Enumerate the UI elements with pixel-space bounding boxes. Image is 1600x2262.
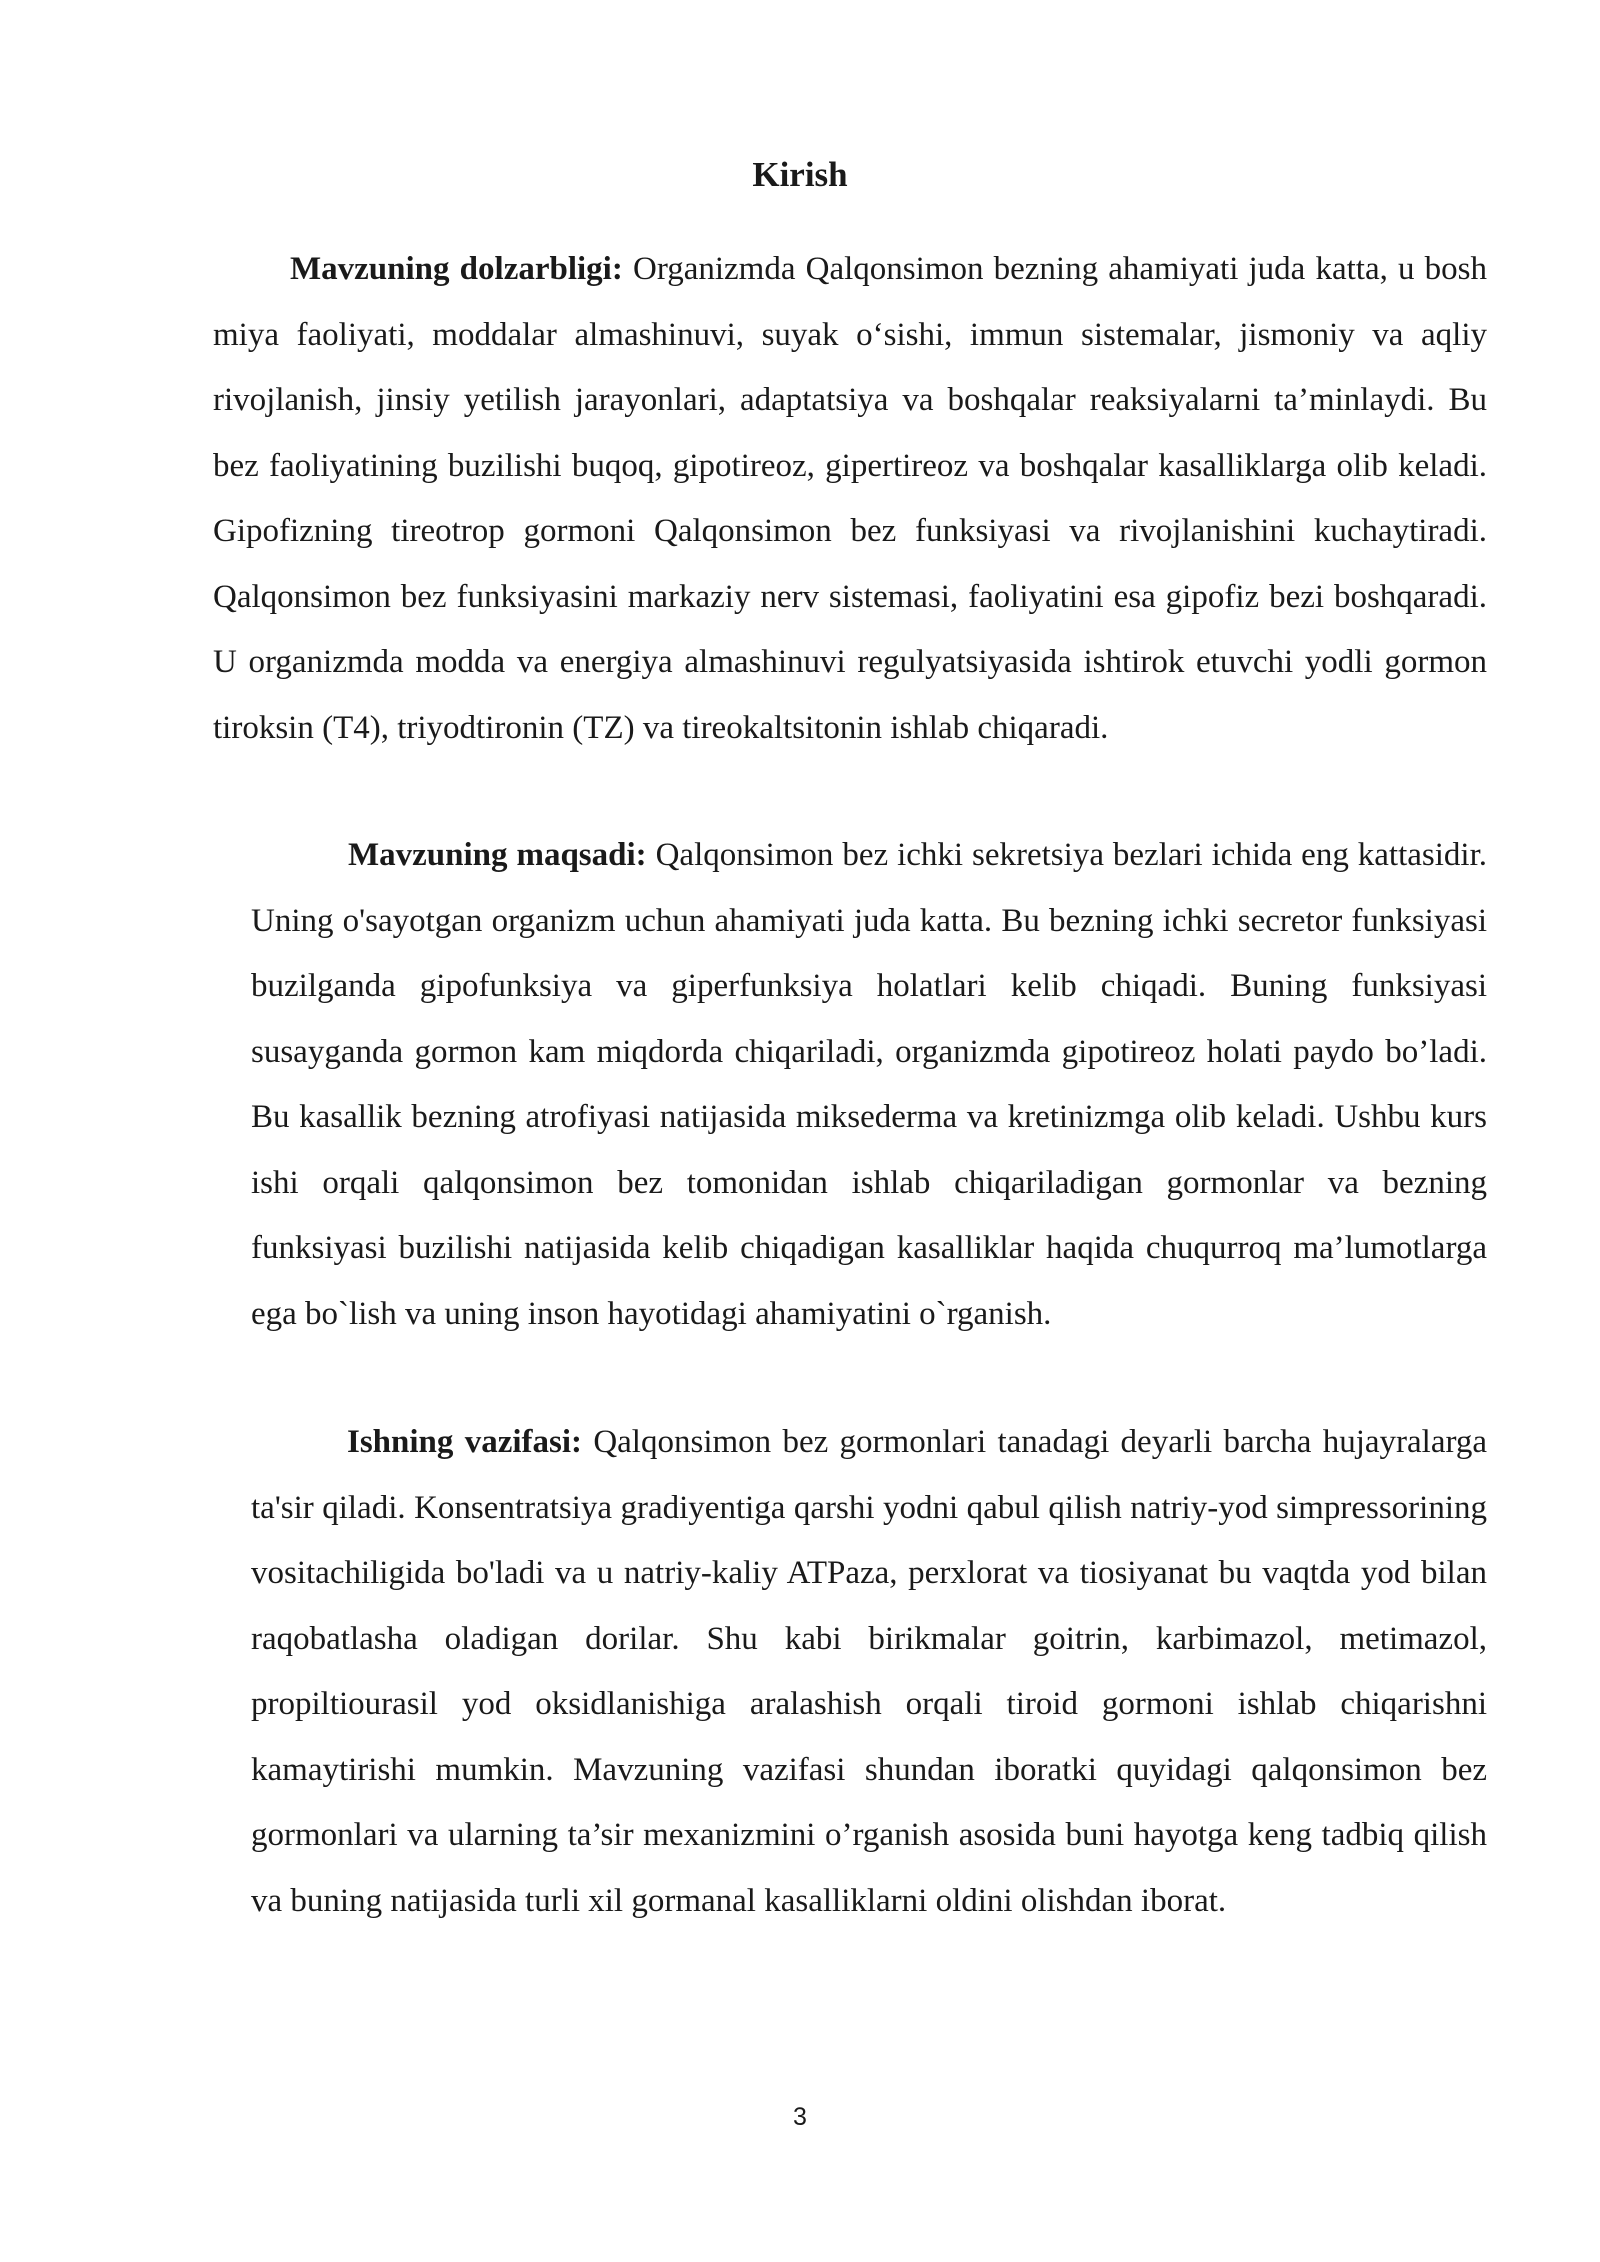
paragraph-lead-task: Ishning vazifasi: bbox=[347, 1424, 583, 1460]
paragraph-text-purpose: Qalqonsimon bez ichki sekretsiya bezlari ichida eng kattasidir. Uning o'sayotgan organizm uchun ahamiyati juda katta. Bu bezning ichki secretor funksiyasi buzilganda gipofunksiya va giperfunksiya holatlari kelib chiqadi. Buning funksiyasi susayganda gormon kam miqdorda chiqariladi, organizmda gipotireoz holati paydo bo’ladi. Bu kasallik bezning atrofiyasi natijasida miksederma va kretinizmga olib keladi. Ushbu kurs ishi orqali qalqonsimon bez tomonidan ishlab chiqariladigan gormonlar va bezning funksiyasi buzilishi natijasida kelib chiqadigan kasalliklar haqida chuqurroq ma’lumotlarga ega bo`lish va uning inson hayotidagi ahamiyatini o`rganish. bbox=[251, 837, 1487, 1332]
paragraph-lead-relevance: Mavzuning dolzarbligi: bbox=[290, 251, 623, 287]
paragraph-task bbox=[251, 1410, 1487, 1934]
page-number: 3 bbox=[793, 2103, 807, 2131]
paragraph-lead-purpose: Mavzuning maqsadi: bbox=[348, 837, 647, 873]
paragraph-relevance bbox=[213, 237, 1487, 761]
paragraph-text-relevance: Organizmda Qalqonsimon bezning ahamiyati juda katta, u bosh miya faoliyati, moddalar almashinuvi, suyak o‘sishi, immun sistemalar, jismoniy va aqliy rivojlanish, jinsiy yetilish jarayonlari, adaptatsiya va boshqalar reaksiyalarni ta’minlaydi. Bu bez faoliyatining buzilishi buqoq, gipotireoz, gipertireoz va boshqalar kasalliklarga olib keladi. Gipofizning tireotrop gormoni Qalqonsimon bez funksiyasi va rivojlanishini kuchaytiradi. Qalqonsimon bez funksiyasini markaziy nerv sistemasi, faoliyatini esa gipofiz bezi boshqaradi. U organizmda modda va energiya almashinuvi regulyatsiyasida ishtirok etuvchi yodli gormon tiroksin (T4), triyodtironin (TZ) va tireokaltsitonin ishlab chiqaradi. bbox=[213, 251, 1488, 746]
paragraph-purpose bbox=[251, 823, 1487, 1347]
page-title: Kirish bbox=[752, 155, 848, 194]
paragraph-text-task: Qalqonsimon bez gormonlari tanadagi deyarli barcha hujayralarga ta'sir qiladi. Konsentratsiya gradiyentiga qarshi yodni qabul qilish natriy-yod simpressorining vositachiligida bo'ladi va u natriy-kaliy ATPaza, perxlorat va tiosiyanat bu vaqtda yod bilan raqobatlasha oladigan dorilar. Shu kabi birikmalar goitrin, karbimazol, metimazol, propiltiourasil yod oksidlanishiga aralashish orqali tiroid gormoni ishlab chiqarishni kamaytirishi mumkin. Mavzuning vazifasi shundan iboratki quyidagi qalqonsimon bez gormonlari va ularning ta’sir mexanizmini o’rganish asosida buni hayotga keng tadbiq qilish va buning natijasida turli xil gormanal kasalliklarni oldini olishdan iborat. bbox=[251, 1424, 1488, 1919]
